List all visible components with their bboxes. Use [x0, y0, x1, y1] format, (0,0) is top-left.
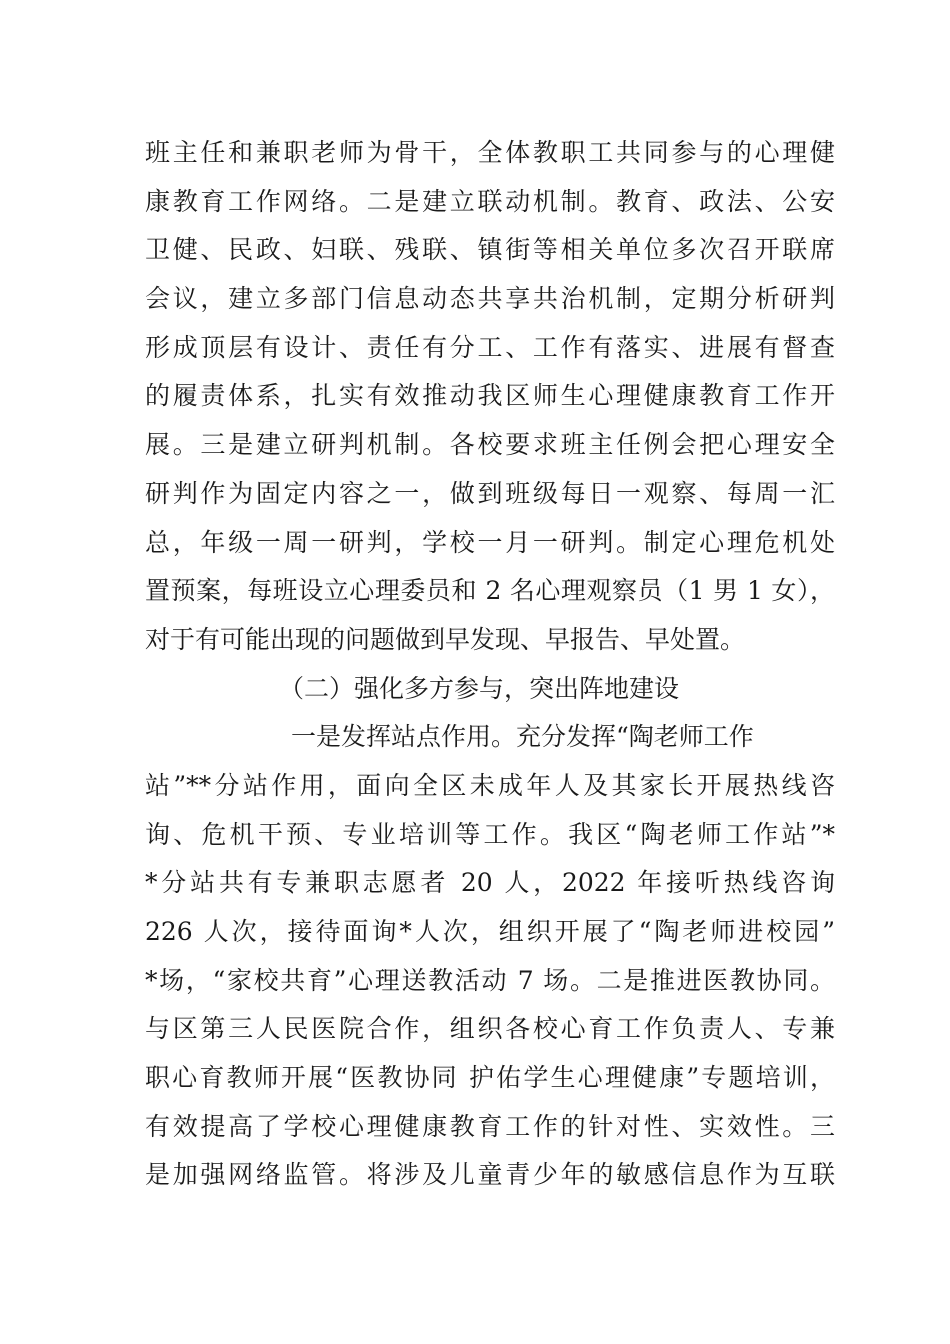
text-line: *场，“家校共育”心理送教活动 7 场。二是推进医教协同。	[145, 965, 835, 995]
text-line: 对于有可能出现的问题做到早发现、早报告、早处置。	[145, 624, 746, 654]
text-line: 卫健、民政、妇联、残联、镇街等相关单位多次召开联席	[145, 235, 835, 265]
text-line: 与区第三人民医院合作，组织各校心育工作负责人、专兼	[145, 1014, 835, 1044]
text-line: *分站共有专兼职志愿者 20 人，2022 年接听热线咨询	[145, 868, 835, 898]
text-line: 置预案，每班设立心理委员和 2 名心理观察员（1 男 1 女），	[145, 576, 835, 606]
text-line: 的履责体系，扎实有效推动我区师生心理健康教育工作开	[145, 381, 835, 411]
paragraph-first-line: 一是发挥站点作用。充分发挥“陶老师工作	[291, 722, 754, 752]
text-line: 班主任和兼职老师为骨干，全体教职工共同参与的心理健	[145, 138, 835, 167]
text-line: 形成顶层有设计、责任有分工、工作有落实、进展有督查	[145, 332, 835, 362]
text-line: 职心育教师开展“医教协同 护佑学生心理健康”专题培训，	[145, 1063, 835, 1093]
section-heading: （二）强化多方参与，突出阵地建设	[279, 673, 680, 703]
text-line: 康教育工作网络。二是建立联动机制。教育、政法、公安	[145, 186, 835, 216]
text-line: 有效提高了学校心理健康教育工作的针对性、实效性。三	[145, 1111, 835, 1141]
text-line: 226 人次，接待面询*人次，组织开展了“陶老师进校园”	[145, 917, 835, 946]
text-line: 展。三是建立研判机制。各校要求班主任例会把心理安全	[145, 430, 835, 460]
text-line: 站”**分站作用，面向全区未成年人及其家长开展热线咨	[145, 770, 835, 800]
body-text	[145, 129, 835, 1200]
text-line: 研判作为固定内容之一，做到班级每日一观察、每周一汇	[145, 478, 835, 508]
text-line: 是加强网络监管。将涉及儿童青少年的敏感信息作为互联	[145, 1160, 835, 1190]
text-line: 总，年级一周一研判，学校一月一研判。制定心理危机处	[145, 527, 835, 557]
text-line: 会议，建立多部门信息动态共享共治机制，定期分析研判	[145, 284, 835, 314]
text-line: 询、危机干预、专业培训等工作。我区“陶老师工作站”*	[145, 819, 835, 849]
